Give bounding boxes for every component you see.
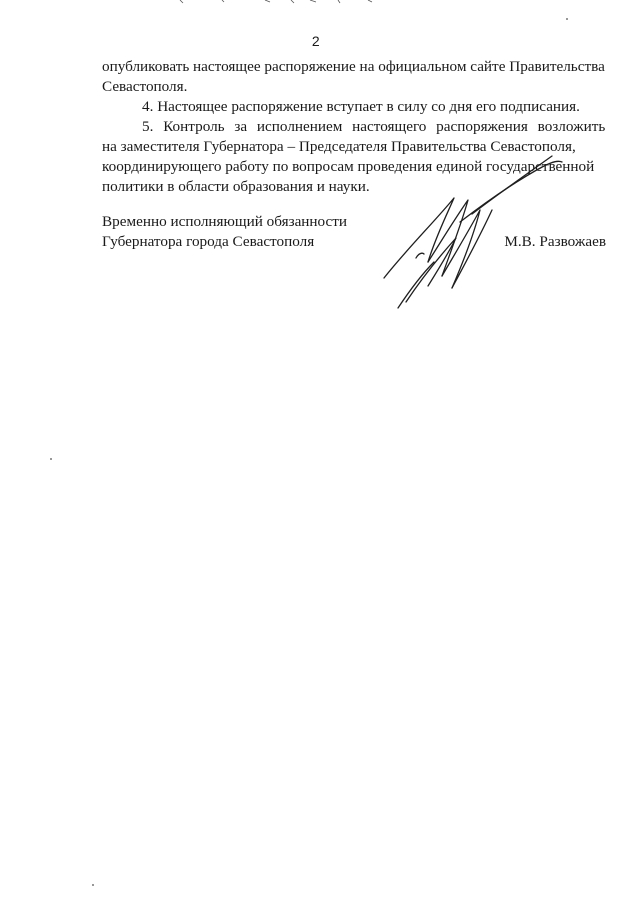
scan-speck [92,884,94,886]
scan-edge-marks [170,0,390,6]
paragraph-5-line4: политики в области образования и науки. [102,178,370,195]
page-number: 2 [311,33,321,49]
paragraph-publication-line1: опубликовать настоящее распоряжение на официальном сайте Правительства [102,58,605,75]
signatory-title-line2: Губернатора города Севастополя [102,233,315,250]
paragraph-5-line1: 5. Контроль за исполнением настоящего распоряжения возложить [142,118,606,135]
scan-speck [566,18,568,20]
signatory-title-line1: Временно исполняющий обязанности [102,213,348,230]
paragraph-5-line3: координирующего работу по вопросам проведения единой государственной [102,158,595,175]
paragraph-5-line2: на заместителя Губернатора – Председателя Правительства Севастополя, [102,138,576,155]
paragraph-publication-line2: Севастополя. [102,78,188,95]
paragraph-4: 4. Настоящее распоряжение вступает в силу со дня его подписания. [142,98,580,115]
signatory-name: М.В. Развожаев [504,233,606,250]
scan-speck [50,458,52,460]
signatory-title [102,212,347,252]
